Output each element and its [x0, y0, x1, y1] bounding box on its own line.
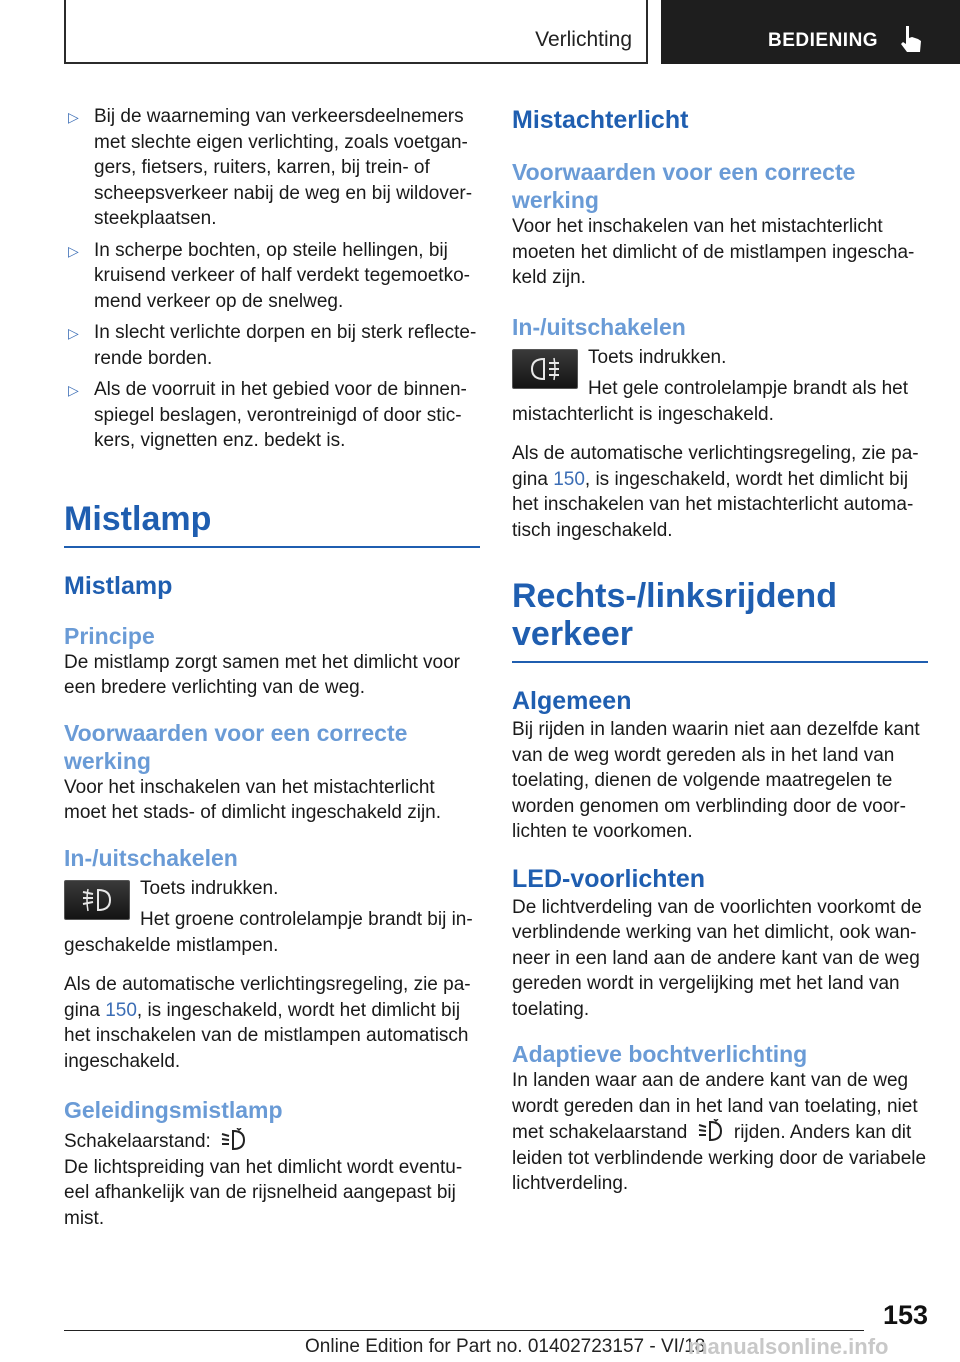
list-item: ▷ In scherpe bochten, op steile hellingen, bij kruisend verkeer of half verdekt tegemoetkomend verkeer op de snelweg.	[68, 239, 470, 312]
auto-regeling-rear-text: Als de automatische verlichtingsregeling, zie pagina 150, is ingeschakeld, wordt het dimlicht bij het inschakelen van het mistachterlicht automatisch ingeschakeld.	[512, 443, 919, 541]
heading-geleidingsmistlamp: Geleidingsmistlamp	[64, 1097, 283, 1123]
heading-principe: Principe	[64, 622, 155, 649]
low-beam-auto-icon	[697, 1119, 725, 1143]
heading-algemeen: Algemeen	[512, 687, 632, 715]
edition-text: Online Edition for Part no. 01402723157 - VI/18	[305, 1336, 706, 1357]
heading-voorwaarden: Voorwaarden voor een correcte werking	[64, 719, 408, 774]
triangle-bullet-icon: ▷	[68, 325, 79, 341]
header-section-box	[64, 0, 648, 64]
chapter-tab[interactable]	[661, 0, 960, 64]
rear-fog-light-icon	[527, 356, 563, 382]
algemeen-text: Bij rijden in landen waarin niet aan dezelfde kant van de weg wordt gereden als in het land van toelating, dienen de volgende maatregelen te worden genomen om verblinding door de voorlichten te voorkomen.	[512, 719, 920, 842]
voorwaarden-rear-text: Voor het inschakelen van het mistachterlicht moeten het dimlicht of de mistlampen ingeschakeld zijn.	[512, 216, 915, 288]
front-fog-light-icon	[79, 887, 115, 913]
adaptief-text: In landen waar aan de andere kant van de weg wordt gereden dan in het land van toelating, niet met schakelaarstand rijden. Anders kan dit leiden tot verblindende werking door de variabele lichtverdeling.	[512, 1070, 927, 1194]
voorwaarden-text: Voor het inschakelen van het mistachterlicht moet het stads- of dimlicht ingeschakeld zijn.	[64, 776, 442, 823]
right-column	[512, 104, 928, 1197]
heading-mistachterlicht: Mistachterlicht	[512, 106, 689, 134]
subheading-mistlamp: Mistlamp	[64, 571, 173, 600]
page-link[interactable]: 150	[553, 468, 585, 490]
footer-divider	[64, 1330, 864, 1331]
front-fog-light-button[interactable]	[64, 880, 130, 920]
toets-rear-text: Toets indrukken.	[588, 346, 727, 368]
low-beam-auto-icon	[220, 1128, 248, 1152]
controlelampje-text: Het groene controlelampje brandt bij ingeschakelde mistlampen.	[64, 909, 473, 956]
page-link[interactable]: 150	[105, 999, 137, 1021]
watermark: manualsonline.info	[688, 1334, 889, 1359]
heading-led-voorlichten: LED-voorlichten	[512, 864, 706, 893]
section-title: Verlichting	[535, 28, 632, 51]
auto-regeling-text: Als de automatische verlichtingsregeling, zie pagina 150, is ingeschakeld, wordt het dimlicht bij het inschakelen van de mistlampen automatisch ingeschakeld.	[64, 974, 471, 1072]
bullet-list	[64, 104, 480, 454]
page-number: 153	[882, 1300, 928, 1330]
heading-in-uitschakelen: In-/uitschakelen	[64, 844, 238, 871]
rear-fog-light-button[interactable]	[512, 349, 578, 389]
geleiding-text: De lichtspreiding van het dimlicht wordt eventueel afhankelijk van de rijsnelheid aangepast bij mist.	[64, 1156, 463, 1229]
list-item: ▷ Als de voorruit in het gebied voor de binnenspiegel beslagen, verontreinigd of door stickers, vignetten enz. bedekt is.	[68, 379, 467, 451]
list-item: ▷ In slecht verlichte dorpen en bij sterk reflecterende borden.	[68, 322, 477, 369]
rear-fog-light-button-row	[512, 345, 928, 428]
heading-voorwaarden-rear: Voorwaarden voor een correcte werking	[512, 159, 856, 213]
principe-text: De mistlamp zorgt samen met het dimlicht voor een bredere verlichting van de weg.	[64, 651, 460, 698]
chapter-tab-label: BEDIENING	[768, 30, 879, 51]
controlelampje-rear-text: Het gele controlelampje brandt als het mistachterlicht is ingeschakeld.	[512, 378, 909, 425]
heading-in-uitschakelen-rear: In-/uitschakelen	[512, 313, 686, 340]
fog-light-button-row	[64, 876, 480, 959]
list-item: ▷ Bij de waarneming van verkeersdeelnemers met slechte eigen verlichting, zoals voetgangers, fietsers, ruiters, karren, bij trein- of scheepsverkeer nabij de weg en bij wildoversteekplaatsen.	[68, 106, 473, 229]
led-text: De lichtverdeling van de voorlichten voorkomt de verblindende werking van het dimlicht, ook wanneer in een land aan de andere kant van de weg gereden wordt in vergelijking met het land van toelating.	[512, 896, 922, 1020]
triangle-bullet-icon: ▷	[68, 242, 79, 259]
schakelaarstand-line: Schakelaarstand:	[64, 1128, 480, 1155]
left-column	[64, 104, 480, 1231]
heading-mistlamp: Mistlamp	[64, 500, 480, 548]
toets-text: Toets indrukken.	[140, 877, 279, 899]
triangle-bullet-icon: ▷	[68, 382, 79, 398]
heading-adaptieve-bochtverlichting: Adaptieve bochtverlichting	[512, 1041, 808, 1067]
triangle-bullet-icon: ▷	[68, 109, 79, 125]
heading-rechts-links: Rechts-/linksrijdend verkeer	[512, 577, 928, 663]
pointing-hand-icon	[897, 24, 925, 56]
